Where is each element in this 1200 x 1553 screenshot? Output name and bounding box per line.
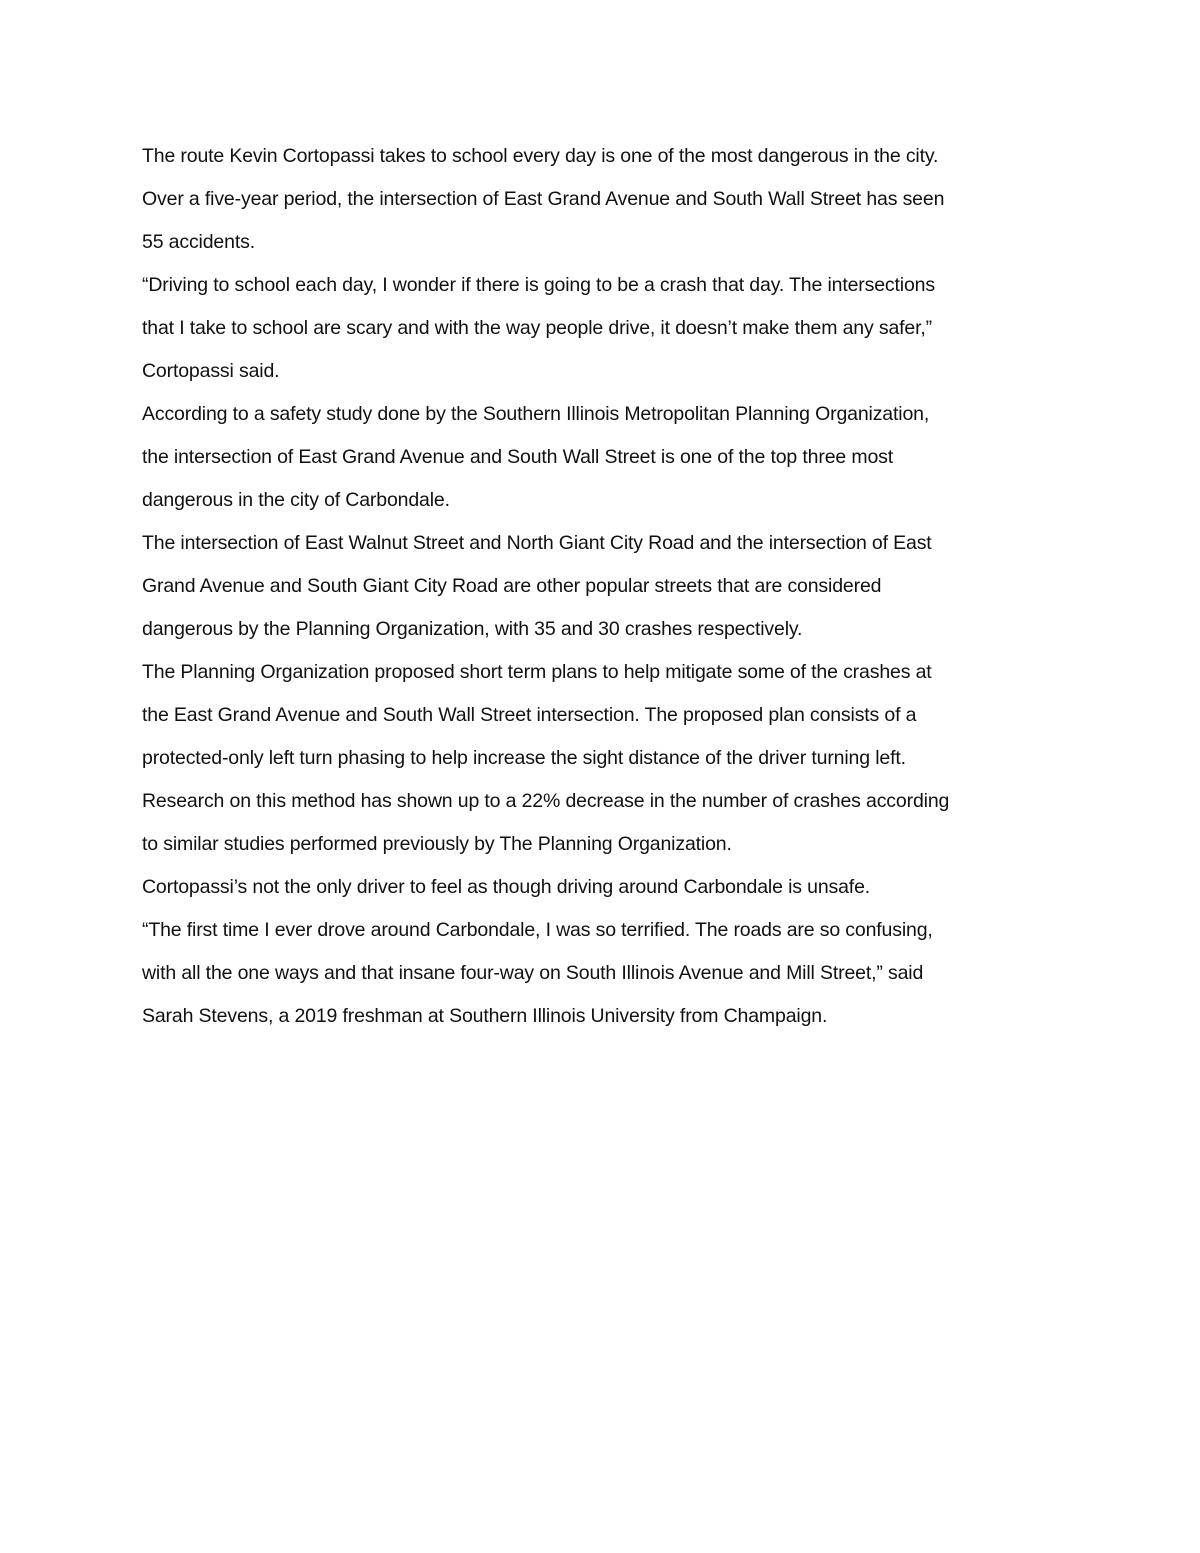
text-line: the East Grand Avenue and South Wall Street intersection. The proposed plan consists of a <box>142 704 917 726</box>
document-body <box>142 135 1052 1038</box>
text-line: protected-only left turn phasing to help increase the sight distance of the driver turning left. <box>142 747 906 769</box>
text-line: The route Kevin Cortopassi takes to school every day is one of the most dangerous in the city. <box>142 145 939 167</box>
text-line: According to a safety study done by the Southern Illinois Metropolitan Planning Organization, <box>142 403 930 425</box>
text-line: Grand Avenue and South Giant City Road are other popular streets that are considered <box>142 575 882 597</box>
text-line: dangerous in the city of Carbondale. <box>142 489 450 511</box>
text-line: Cortopassi’s not the only driver to feel as though driving around Carbondale is unsafe. <box>142 876 871 898</box>
text-line: “The first time I ever drove around Carbondale, I was so terrified. The roads are so confusing, <box>142 919 933 941</box>
text-line: Over a five-year period, the intersection of East Grand Avenue and South Wall Street has seen <box>142 188 945 210</box>
text-line: The Planning Organization proposed short term plans to help mitigate some of the crashes at <box>142 661 932 683</box>
text-line: dangerous by the Planning Organization, with 35 and 30 crashes respectively. <box>142 618 803 640</box>
text-line: “Driving to school each day, I wonder if there is going to be a crash that day. The intersections <box>142 274 935 296</box>
text-line: that I take to school are scary and with the way people drive, it doesn’t make them any safer,” <box>142 317 933 339</box>
text-line: The intersection of East Walnut Street and North Giant City Road and the intersection of East <box>142 532 932 554</box>
text-line: to similar studies performed previously by The Planning Organization. <box>142 833 732 855</box>
text-line: Cortopassi said. <box>142 360 280 382</box>
text-line: the intersection of East Grand Avenue and South Wall Street is one of the top three most <box>142 446 894 468</box>
text-line: Sarah Stevens, a 2019 freshman at Southern Illinois University from Champaign. <box>142 1005 828 1027</box>
text-line: Research on this method has shown up to a 22% decrease in the number of crashes according <box>142 790 950 812</box>
text-line: 55 accidents. <box>142 231 255 253</box>
text-line: with all the one ways and that insane four-way on South Illinois Avenue and Mill Street,” said <box>142 962 924 984</box>
